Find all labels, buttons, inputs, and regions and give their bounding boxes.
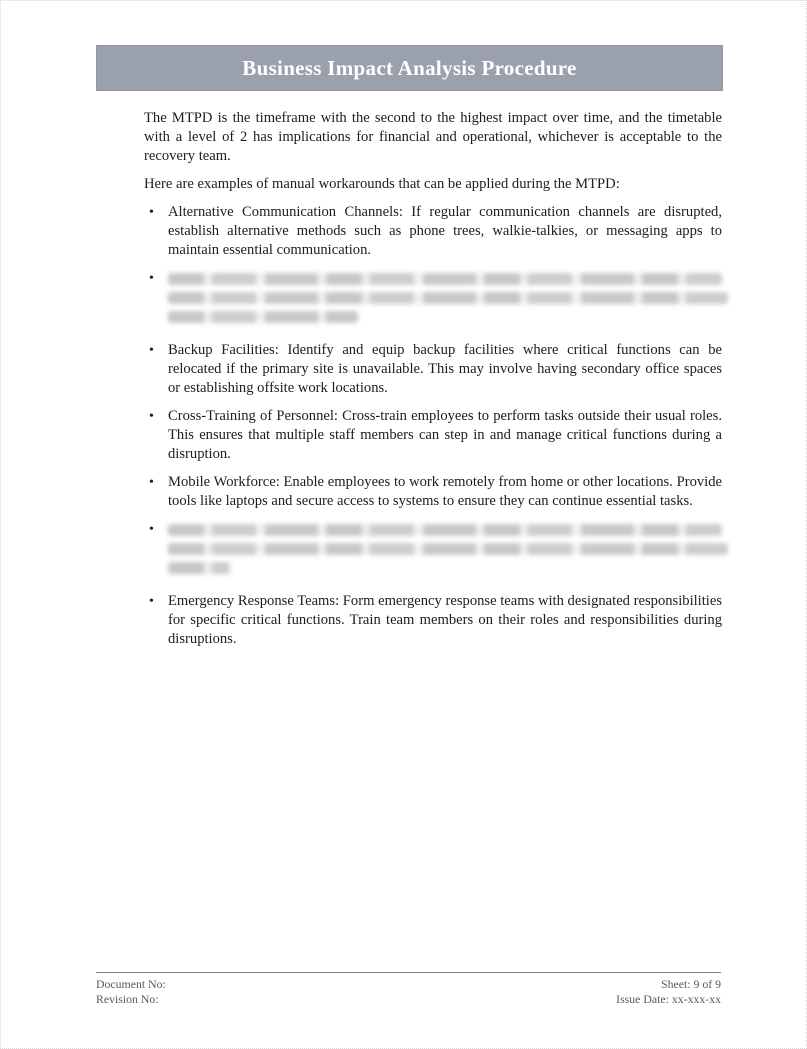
page-title: Business Impact Analysis Procedure [242, 55, 577, 80]
bullet-marker: • [149, 271, 154, 286]
list-item-redacted-2 [144, 520, 722, 583]
footer-sheet: Sheet: 9 of 9 [661, 977, 721, 991]
list-item-cross-training [144, 407, 722, 464]
lead-in-paragraph: Here are examples of manual workarounds that can be applied during the MTPD: [144, 176, 620, 192]
workarounds-list [144, 203, 722, 649]
redacted-text-line [168, 311, 358, 323]
redacted-text-line [168, 292, 728, 304]
document-body [144, 109, 722, 658]
bullet-marker: • [149, 594, 154, 609]
intro-paragraph: The MTPD is the timeframe with the second to the highest impact over time, and the timetable with a level of 2 has implications for financial and operational, whichever is acceptable to the recovery team. [144, 110, 722, 164]
footer-issue-date: Issue Date: xx-xxx-xx [616, 992, 721, 1006]
list-item-text: Backup Facilities: Identify and equip backup facilities where critical functions can be relocated if the primary site is unavailable. This may involve having secondary office spaces or establishing offsite work locations. [168, 342, 722, 396]
list-item-redacted-1 [144, 269, 722, 332]
redacted-text-line [168, 273, 722, 285]
redacted-text-line [168, 562, 230, 574]
redacted-text-line [168, 543, 728, 555]
document-title-bar [96, 45, 723, 91]
page-footer [96, 972, 721, 1007]
bullet-marker: • [149, 522, 154, 537]
bullet-marker: • [149, 205, 154, 220]
list-item-alternative-communication [144, 203, 722, 260]
bullet-marker: • [149, 475, 154, 490]
list-item-text: Alternative Communication Channels: If regular communication channels are disrupted, establish alternative methods such as phone trees, walkie-talkies, or messaging apps to maintain essential communication. [168, 204, 722, 258]
redacted-text-line [168, 524, 722, 536]
list-item-emergency-response [144, 592, 722, 649]
footer-revision-no: Revision No: [96, 992, 159, 1006]
list-item-text: Mobile Workforce: Enable employees to work remotely from home or other locations. Provide tools like laptops and secure access to systems to ensure they can continue essential tasks. [168, 474, 722, 509]
list-item-text: Cross-Training of Personnel: Cross-train employees to perform tasks outside their usual roles. This ensures that multiple staff members can step in and manage critical functions during a disruption. [168, 408, 722, 462]
list-item-backup-facilities [144, 341, 722, 398]
footer-document-no: Document No: [96, 977, 166, 991]
bullet-marker: • [149, 343, 154, 358]
list-item-text: Emergency Response Teams: Form emergency response teams with designated responsibilities for specific critical functions. Train team members on their roles and responsibilities during disruptions. [168, 593, 722, 647]
list-item-mobile-workforce [144, 473, 722, 511]
footer-divider [96, 972, 721, 973]
bullet-marker: • [149, 409, 154, 424]
